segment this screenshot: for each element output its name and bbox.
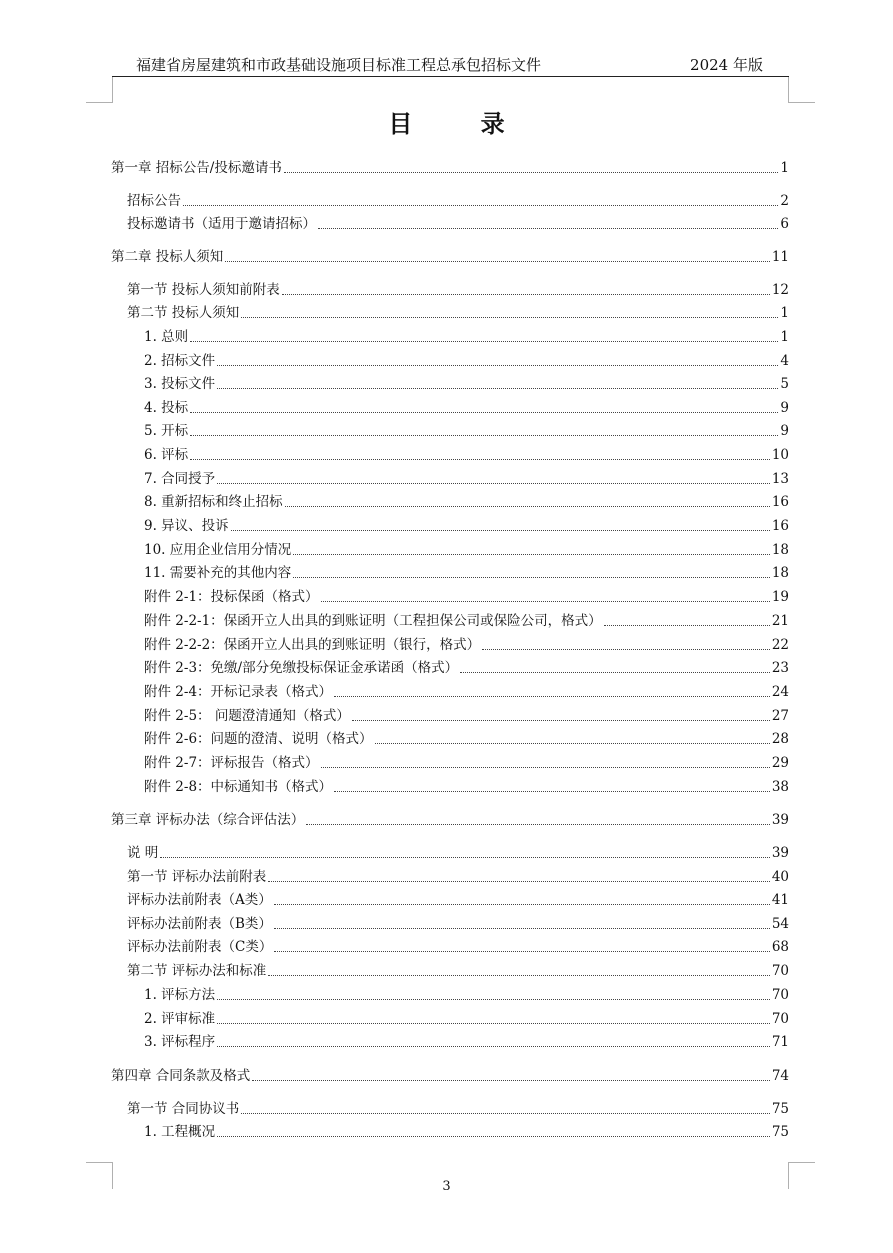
toc-entry[interactable] bbox=[144, 492, 789, 512]
toc-entry[interactable] bbox=[127, 843, 789, 863]
header-edition: 2024 年版 bbox=[690, 56, 763, 74]
toc-entry-label: 附件 2-4：开标记录表（格式） bbox=[144, 684, 333, 700]
toc-entry-label: 1. 工程概况 bbox=[144, 1124, 216, 1140]
toc-entry[interactable] bbox=[111, 247, 789, 267]
toc-dot-leader bbox=[241, 317, 778, 318]
toc-entry-page-number: 12 bbox=[771, 282, 789, 298]
toc-entry-label: 6. 评标 bbox=[144, 447, 189, 463]
toc-entry[interactable] bbox=[144, 777, 789, 797]
toc-title: 目 录 bbox=[388, 109, 535, 138]
toc-dot-leader bbox=[306, 824, 770, 825]
toc-entry-label: 附件 2-7：评标报告（格式） bbox=[144, 755, 319, 771]
toc-dot-leader bbox=[460, 672, 770, 673]
toc-dot-leader bbox=[190, 459, 770, 460]
toc-entry-page-number: 4 bbox=[780, 353, 789, 369]
toc-entry[interactable] bbox=[111, 158, 789, 178]
toc-entry-page-number: 70 bbox=[771, 987, 789, 1003]
toc-entry-label: 附件 2-2-2：保函开立人出具的到账证明（银行，格式） bbox=[144, 637, 481, 653]
toc-entry-page-number: 16 bbox=[771, 518, 789, 534]
toc-entry[interactable] bbox=[144, 658, 789, 678]
toc-entry-label: 第一章 招标公告/投标邀请书 bbox=[111, 160, 282, 176]
toc-entry-page-number: 27 bbox=[771, 708, 789, 724]
toc-entry[interactable] bbox=[127, 867, 789, 887]
toc-entry-page-number: 70 bbox=[771, 963, 789, 979]
toc-entry[interactable] bbox=[144, 327, 789, 347]
toc-entry-page-number: 22 bbox=[771, 637, 789, 653]
toc-dot-leader bbox=[217, 1023, 770, 1024]
header-document-title: 福建省房屋建筑和市政基础设施项目标准工程总承包招标文件 bbox=[136, 56, 542, 74]
toc-dot-leader bbox=[274, 951, 769, 952]
toc-entry-label: 第一节 投标人须知前附表 bbox=[127, 282, 280, 298]
toc-entry-page-number: 75 bbox=[771, 1124, 789, 1140]
toc-entry-label: 第一节 评标办法前附表 bbox=[127, 869, 267, 885]
toc-dot-leader bbox=[318, 228, 778, 229]
toc-entry-label: 10. 应用企业信用分情况 bbox=[144, 542, 292, 558]
toc-dot-leader bbox=[217, 1046, 770, 1047]
toc-dot-leader bbox=[352, 720, 770, 721]
toc-entry-label: 附件 2-8：中标通知书（格式） bbox=[144, 779, 333, 795]
toc-entry-label: 附件 2-6：问题的澄清、说明（格式） bbox=[144, 731, 373, 747]
toc-dot-leader bbox=[217, 999, 770, 1000]
toc-entry[interactable] bbox=[127, 280, 789, 300]
toc-dot-leader bbox=[482, 649, 770, 650]
toc-entry[interactable] bbox=[144, 563, 789, 583]
toc-entry-label: 5. 开标 bbox=[144, 423, 189, 439]
toc-entry-label: 附件 2-2-1：保函开立人出具的到账证明（工程担保公司或保险公司，格式） bbox=[144, 613, 602, 629]
toc-dot-leader bbox=[321, 767, 770, 768]
toc-dot-leader bbox=[252, 1080, 770, 1081]
toc-entry[interactable] bbox=[144, 985, 789, 1005]
toc-entry[interactable] bbox=[144, 445, 789, 465]
toc-entry[interactable] bbox=[144, 374, 789, 394]
toc-dot-leader bbox=[293, 554, 770, 555]
toc-entry[interactable] bbox=[144, 540, 789, 560]
toc-entry-page-number: 54 bbox=[771, 916, 789, 932]
toc-dot-leader bbox=[293, 577, 770, 578]
toc-entry[interactable] bbox=[127, 303, 789, 323]
toc-entry-label: 7. 合同授予 bbox=[144, 471, 216, 487]
toc-entry-page-number: 39 bbox=[771, 845, 789, 861]
toc-dot-leader bbox=[225, 261, 770, 262]
toc-dot-leader bbox=[183, 205, 778, 206]
toc-entry[interactable] bbox=[144, 706, 789, 726]
toc-entry-page-number: 18 bbox=[771, 565, 789, 581]
toc-entry[interactable] bbox=[144, 635, 789, 655]
toc-dot-leader bbox=[604, 625, 770, 626]
toc-entry-page-number: 6 bbox=[780, 216, 789, 232]
toc-entry[interactable] bbox=[144, 1009, 789, 1029]
toc-entry-page-number: 29 bbox=[771, 755, 789, 771]
toc-entry-label: 8. 重新招标和终止招标 bbox=[144, 494, 283, 510]
toc-entry-label: 第四章 合同条款及格式 bbox=[111, 1068, 251, 1084]
toc-entry-page-number: 5 bbox=[780, 376, 789, 392]
toc-entry[interactable] bbox=[144, 729, 789, 749]
toc-entry-label: 第二节 评标办法和标准 bbox=[127, 963, 267, 979]
toc-dot-leader bbox=[284, 172, 779, 173]
toc-entry-label: 招标公告 bbox=[127, 193, 181, 209]
toc-entry-page-number: 1 bbox=[780, 160, 789, 176]
toc-entry-label: 说 明 bbox=[127, 845, 159, 861]
toc-entry[interactable] bbox=[144, 421, 789, 441]
toc-entry-page-number: 11 bbox=[771, 249, 789, 265]
toc-entry-label: 附件 2-5： 问题澄清通知（格式） bbox=[144, 708, 350, 724]
toc-entry[interactable] bbox=[144, 1032, 789, 1052]
toc-entry[interactable] bbox=[144, 398, 789, 418]
toc-entry-page-number: 2 bbox=[780, 193, 789, 209]
toc-entry-page-number: 71 bbox=[771, 1034, 789, 1050]
toc-entry-label: 评标办法前附表（C类） bbox=[127, 939, 273, 955]
toc-entry-label: 第二节 投标人须知 bbox=[127, 305, 240, 321]
toc-dot-leader bbox=[285, 506, 770, 507]
toc-dot-leader bbox=[190, 412, 778, 413]
toc-entry[interactable] bbox=[127, 214, 789, 234]
toc-entry[interactable] bbox=[127, 890, 789, 910]
toc-dot-leader bbox=[217, 365, 778, 366]
toc-entry-label: 11. 需要补充的其他内容 bbox=[144, 565, 292, 581]
toc-entry-page-number: 13 bbox=[771, 471, 789, 487]
toc-dot-leader bbox=[274, 904, 770, 905]
toc-entry-page-number: 18 bbox=[771, 542, 789, 558]
toc-dot-leader bbox=[190, 435, 778, 436]
toc-entry-label: 9. 异议、投诉 bbox=[144, 518, 229, 534]
toc-dot-leader bbox=[268, 881, 770, 882]
toc-dot-leader bbox=[375, 743, 770, 744]
toc-dot-leader bbox=[217, 388, 778, 389]
toc-entry-label: 3. 评标程序 bbox=[144, 1034, 216, 1050]
toc-entry[interactable] bbox=[144, 1122, 789, 1142]
toc-entry-label: 1. 评标方法 bbox=[144, 987, 216, 1003]
toc-dot-leader bbox=[321, 601, 770, 602]
toc-entry-label: 第一节 合同协议书 bbox=[127, 1101, 240, 1117]
toc-entry-label: 第二章 投标人须知 bbox=[111, 249, 224, 265]
toc-dot-leader bbox=[268, 975, 770, 976]
toc-entry[interactable] bbox=[127, 914, 789, 934]
toc-entry[interactable] bbox=[127, 191, 789, 211]
toc-dot-leader bbox=[334, 791, 770, 792]
toc-dot-leader bbox=[334, 696, 770, 697]
toc-entry-page-number: 1 bbox=[780, 329, 789, 345]
toc-entry-page-number: 28 bbox=[771, 731, 789, 747]
toc-entry-page-number: 24 bbox=[771, 684, 789, 700]
toc-entry-page-number: 9 bbox=[780, 423, 789, 439]
toc-dot-leader bbox=[282, 294, 770, 295]
toc-dot-leader bbox=[231, 530, 770, 531]
toc-entry-page-number: 23 bbox=[771, 660, 789, 676]
page-number: 3 bbox=[442, 1179, 451, 1194]
toc-entry[interactable] bbox=[111, 1066, 789, 1086]
toc-entry-page-number: 19 bbox=[771, 589, 789, 605]
toc-entry-page-number: 39 bbox=[771, 812, 789, 828]
toc-entry[interactable] bbox=[144, 516, 789, 536]
toc-entry-page-number: 38 bbox=[771, 779, 789, 795]
toc-entry-label: 2. 招标文件 bbox=[144, 353, 216, 369]
toc-entry-label: 附件 2-1：投标保函（格式） bbox=[144, 589, 319, 605]
toc-entry-page-number: 74 bbox=[771, 1068, 789, 1084]
toc-entry-label: 投标邀请书（适用于邀请招标） bbox=[127, 216, 316, 232]
toc-entry[interactable] bbox=[144, 587, 789, 607]
toc-entry-label: 1. 总则 bbox=[144, 329, 189, 345]
toc-entry[interactable] bbox=[144, 469, 789, 489]
toc-entry[interactable] bbox=[127, 1099, 789, 1119]
toc-entry-page-number: 16 bbox=[771, 494, 789, 510]
toc-entry-page-number: 1 bbox=[780, 305, 789, 321]
toc-entry[interactable] bbox=[144, 682, 789, 702]
toc-entry-page-number: 68 bbox=[771, 939, 789, 955]
toc-entry-page-number: 40 bbox=[771, 869, 789, 885]
toc-entry-label: 第三章 评标办法（综合评估法） bbox=[111, 812, 305, 828]
toc-entry-page-number: 75 bbox=[771, 1101, 789, 1117]
toc-dot-leader bbox=[160, 857, 770, 858]
toc-dot-leader bbox=[217, 1136, 770, 1137]
toc-entry[interactable] bbox=[144, 611, 789, 631]
toc-dot-leader bbox=[274, 928, 770, 929]
toc-entry-label: 4. 投标 bbox=[144, 400, 189, 416]
toc-entry[interactable] bbox=[144, 351, 789, 371]
toc-entry[interactable] bbox=[111, 810, 789, 830]
toc-entry[interactable] bbox=[127, 961, 789, 981]
toc-entry-label: 附件 2-3：免缴/部分免缴投标保证金承诺函（格式） bbox=[144, 660, 459, 676]
toc-entry-label: 2. 评审标准 bbox=[144, 1011, 216, 1027]
toc-entry[interactable] bbox=[144, 753, 789, 773]
toc-entry-label: 3. 投标文件 bbox=[144, 376, 216, 392]
toc-entry-page-number: 41 bbox=[771, 892, 789, 908]
toc-entry-label: 评标办法前附表（B类） bbox=[127, 916, 272, 932]
toc-entry[interactable] bbox=[127, 937, 789, 957]
toc-entry-page-number: 21 bbox=[771, 613, 789, 629]
toc-dot-leader bbox=[217, 483, 770, 484]
toc-entry-label: 评标办法前附表（A类） bbox=[127, 892, 272, 908]
toc-dot-leader bbox=[190, 341, 778, 342]
toc-entry-page-number: 10 bbox=[771, 447, 789, 463]
toc-entry-page-number: 9 bbox=[780, 400, 789, 416]
toc-entry-page-number: 70 bbox=[771, 1011, 789, 1027]
toc-dot-leader bbox=[241, 1113, 770, 1114]
